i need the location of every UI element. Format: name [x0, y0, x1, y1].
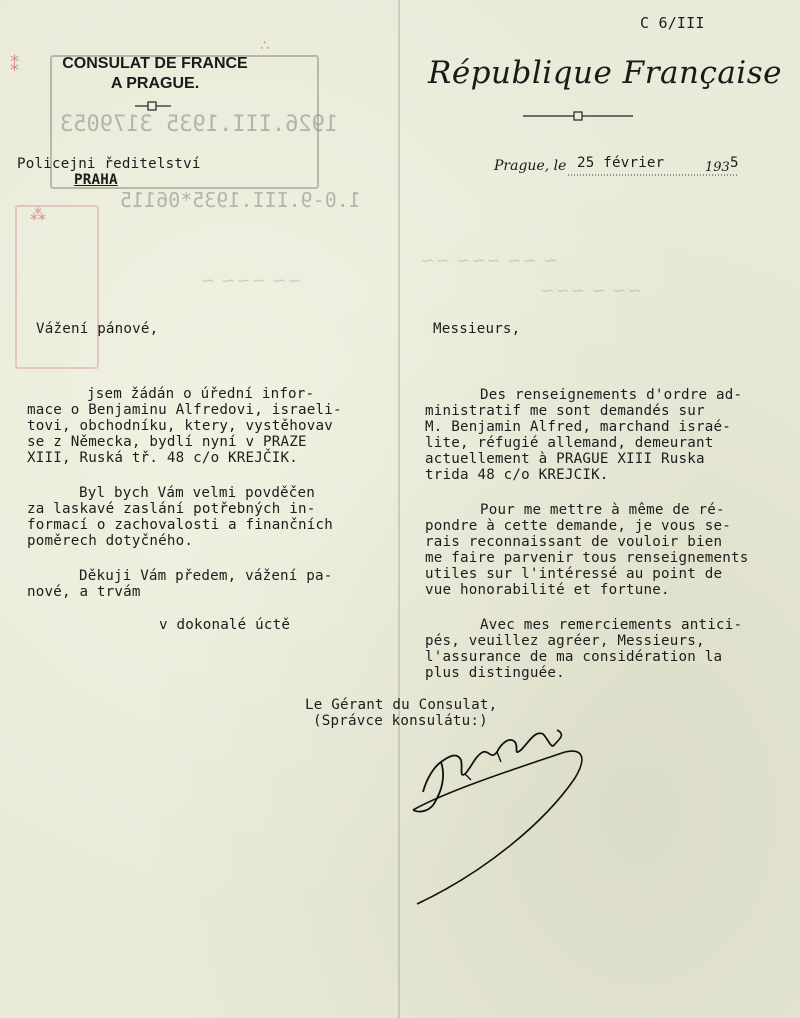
handwritten-signature [405, 722, 590, 912]
red-mark-3: ⁂ [30, 205, 46, 224]
french-salutation: Messieurs, [433, 321, 521, 337]
czech-p2-line-4: poměrech dotyčného. [27, 533, 194, 549]
czech-p2-line-1: Byl bych Vám velmi povděčen [79, 485, 316, 501]
czech-p2-line-3: formací o zachovalosti a finančních [27, 517, 333, 533]
czech-p1-line-1: jsem žádán o úřední infor- [87, 386, 315, 402]
date-day-month: 25 février [577, 155, 665, 171]
czech-p3-line-2: nové, a trvám [27, 584, 141, 600]
czech-p1-line-4: se z Německa, bydlí nyní v PRAZE [27, 434, 307, 450]
ghost-handwriting-2: ~~ ~ ~~~ [540, 280, 642, 301]
czech-closing: v dokonalé úctě [159, 617, 291, 633]
french-p1-line-1: Des renseignements d'ordre ad- [480, 387, 743, 403]
czech-p3-line-1: Děkuji Vám předem, vážení pa- [79, 568, 333, 584]
ghost-handwriting-3: ~~ ~~~ ~ [200, 270, 302, 291]
consulate-line-2: A PRAGUE. [110, 75, 200, 92]
addressee-line-1: Policejni ředitelství [17, 156, 201, 172]
french-p2-line-2: pondre à cette demande, je vous se- [425, 518, 731, 534]
signature-title-cz: (Správce konsulátu:) [313, 713, 488, 729]
french-p2-line-3: rais reconnaissant de vouloir bien [425, 534, 723, 550]
date-place: Prague, le [494, 158, 567, 174]
ghost-stamp-side [15, 205, 99, 369]
french-p1-line-3: M. Benjamin Alfred, marchand israé- [425, 419, 731, 435]
reference-number: C 6/III [640, 14, 705, 32]
ghost-handwriting: ~ ~~ ~~~ ~~ [420, 250, 558, 271]
red-mark: ⁑ [10, 55, 19, 76]
red-mark-2: ∴ [260, 38, 269, 54]
french-p1-line-5: actuellement à PRAGUE XIII Ruska [425, 451, 705, 467]
french-p3-line-4: plus distinguée. [425, 665, 565, 681]
date-year-prefix: 193 [705, 160, 730, 175]
french-p3-line-2: pés, veuillez agréer, Messieurs, [425, 633, 705, 649]
signature-title: Le Gérant du Consulat, [305, 697, 498, 713]
republic-header: République Française [428, 55, 782, 91]
consulate-name [40, 54, 270, 94]
ghost-stamp-text: 1926.III.1935 3179053 [60, 112, 339, 137]
czech-p2-line-2: za laskavé zaslání potřebných in- [27, 501, 316, 517]
french-p2-line-4: me faire parvenir tous renseignements [425, 550, 749, 566]
french-p2-line-6: vue honorabilité et fortune. [425, 582, 670, 598]
date-year-suffix: 5 [730, 155, 739, 171]
french-p3-line-3: l'assurance de ma considération la [425, 649, 723, 665]
french-p3-line-1: Avec mes remerciements antici- [480, 617, 743, 633]
addressee-line-2: PRAHA [74, 172, 118, 188]
czech-salutation: Vážení pánové, [36, 321, 159, 337]
french-p2-line-5: utiles sur l'intéressé au point de [425, 566, 723, 582]
consulate-ornament [135, 100, 171, 112]
czech-p1-line-2: mace o Benjaminu Alfredovi, israeli- [27, 402, 342, 418]
french-p1-line-2: ministratif me sont demandés sur [425, 403, 705, 419]
french-p2-line-1: Pour me mettre à même de ré- [480, 502, 725, 518]
ghost-stamp-date: 1.0-9.III.1935*06115 [120, 188, 361, 212]
consulate-line-1: CONSULAT DE FRANCE [62, 55, 248, 72]
french-p1-line-6: trida 48 c/o KREJCIK. [425, 467, 609, 483]
czech-p1-line-3: tovi, obchodníku, ktery, vystěhovav [27, 418, 333, 434]
page-fold [398, 0, 400, 1018]
french-p1-line-4: lite, réfugié allemand, demeurant [425, 435, 714, 451]
czech-p1-line-5: XIII, Ruská tř. 48 c/o KREJČIK. [27, 450, 298, 466]
republic-ornament [523, 110, 633, 122]
